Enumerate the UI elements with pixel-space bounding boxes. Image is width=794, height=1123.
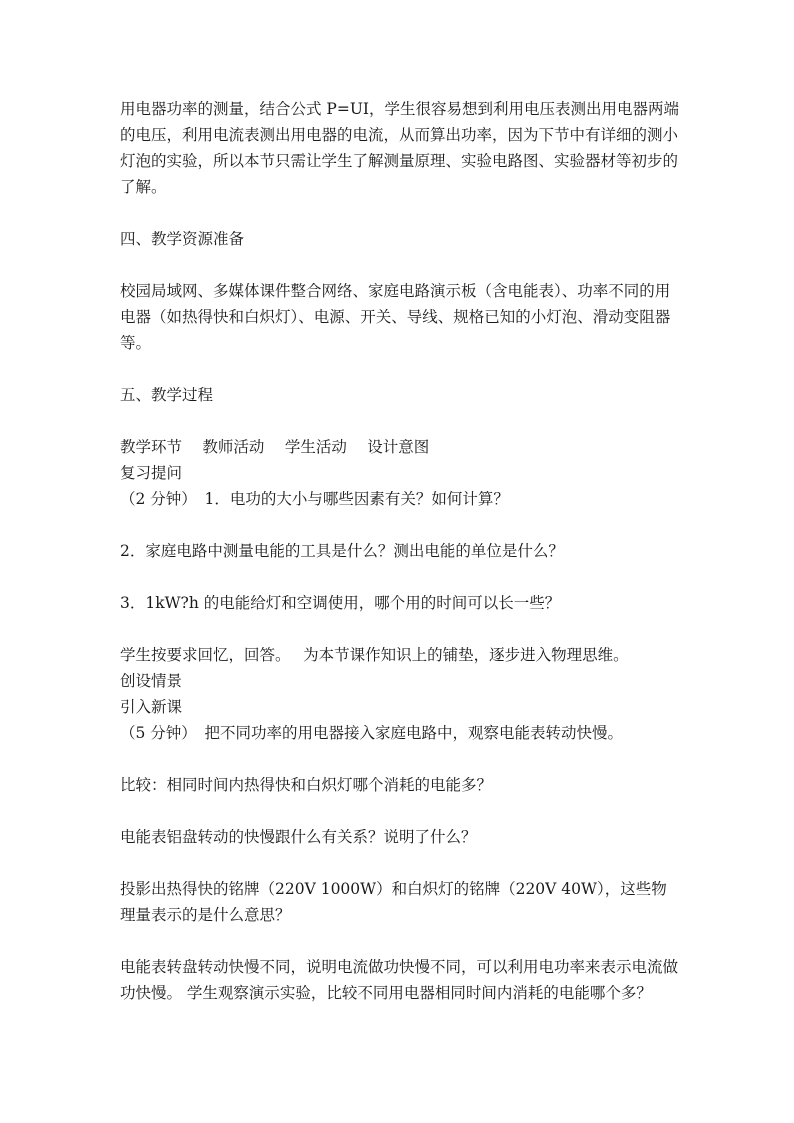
section-4-heading: 四、教学资源准备 [120, 230, 245, 248]
section-5-heading: 五、教学过程 [120, 386, 214, 404]
document-page [120, 96, 682, 1032]
review-question-1: （2 分钟） 1．电功的大小与哪些因素有关？如何计算？ [120, 490, 509, 508]
review-question-2: 2．家庭电路中测量电能的工具是什么？测出电能的单位是什么？ [120, 542, 564, 560]
review-question-3: 3．1kW?h 的电能给灯和空调使用，哪个用的时间可以长一些？ [120, 594, 561, 612]
conclusion-paragraph: 电能表转盘转动快慢不同，说明电流做功快慢不同，可以利用电功率来表示电流做功快慢。 学生观察演示实验，比较不同用电器相同时间内消耗的电能哪个多？ [120, 958, 679, 1002]
section-4-body: 校园局域网、多媒体课件整合网络、家庭电路演示板（含电能表）、功率不同的用电器（如热得快和白炽灯）、电源、开关、导线、规格已知的小灯泡、滑动变阻器等。 [120, 282, 671, 352]
meter-question: 电能表铝盘转动的快慢跟什么有关系？说明了什么？ [120, 828, 477, 846]
intro-title-1: 创设情景 [120, 672, 183, 690]
table-header-row: 教学环节 教师活动 学生活动 设计意图 [120, 438, 430, 456]
review-student-activity: 学生按要求回忆，回答。 为本节课作知识上的铺垫，逐步进入物理思维。 [120, 646, 629, 664]
intro-step: （5 分钟） 把不同功率的用电器接入家庭电路中，观察电能表转动快慢。 [120, 724, 624, 742]
intro-title-2: 引入新课 [120, 698, 183, 716]
intro-paragraph: 用电器功率的测量，结合公式 P=UI，学生很容易想到利用电压表测出用电器两端的电压，利用电流表测出用电器的电流，从而算出功率，因为下节中有详细的测小灯泡的实验，所以本节只需让学生了解测量原理、实验电路图、实验器材等初步的了解。 [120, 100, 680, 196]
review-title: 复习提问 [120, 464, 183, 482]
nameplate-question: 投影出热得快的铭牌（220V 1000W）和白炽灯的铭牌（220V 40W），这些物理量表示的是什么意思？ [120, 880, 667, 924]
compare-question: 比较：相同时间内热得快和白炽灯哪个消耗的电能多？ [120, 776, 493, 794]
